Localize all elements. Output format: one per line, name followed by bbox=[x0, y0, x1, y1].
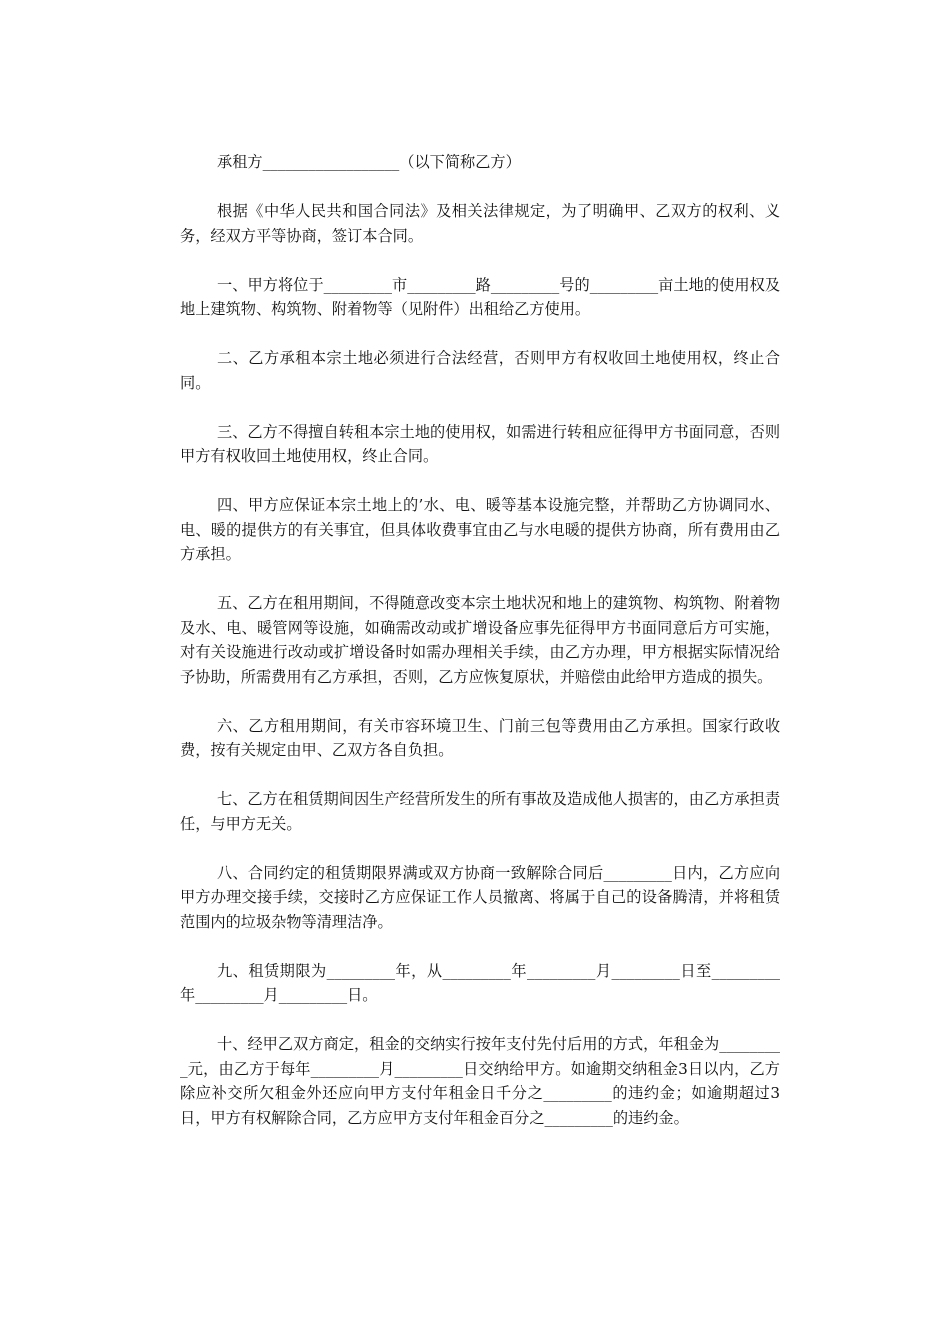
clause-4: 四、甲方应保证本宗土地上的’水、电、暖等基本设施完整，并帮助乙方协调同水、电、暖的提供方的有关事宜，但具体收费事宜由乙与水电暖的提供方协商，所有费用由乙方承担。 bbox=[180, 496, 780, 563]
preamble-paragraph: 根据《中华人民共和国合同法》及相关法律规定，为了明确甲、乙双方的权利、义务，经双方平等协商，签订本合同。 bbox=[180, 202, 780, 245]
clause-3: 三、乙方不得擅自转租本宗土地的使用权，如需进行转租应征得甲方书面同意，否则甲方有权收回土地使用权，终止合同。 bbox=[180, 422, 780, 465]
clause-8: 八、合同约定的租赁期限界满或双方协商一致解除合同后_________日内，乙方应向甲方办理交接手续，交接时乙方应保证工作人员撤离、将属于自己的设备腾清，并将租赁范围内的垃圾杂物等清理洁净。 bbox=[180, 863, 780, 931]
clause-2: 二、乙方承租本宗土地必须进行合法经营，否则甲方有权收回土地使用权，终止合同。 bbox=[180, 349, 780, 392]
lessee-line: 承租方__________________（以下简称乙方） bbox=[217, 153, 521, 171]
clause-5: 五、乙方在租用期间，不得随意改变本宗土地状况和地上的建筑物、构筑物、附着物及水、电、暖管网等设施，如确需改动或扩增设备应事先征得甲方书面同意后方可实施，对有关设施进行改动或扩增设备时如需办理相关手续，由乙方办理，甲方根据实际情况给予协助，所需费用有乙方承担，否则，乙方应恢复原状，并赔偿由此给甲方造成的损失。 bbox=[180, 594, 780, 686]
clause-7: 七、乙方在租赁期间因生产经营所发生的所有事故及造成他人损害的，由乙方承担责任，与甲方无关。 bbox=[180, 790, 780, 833]
clause-10: 十、经甲乙双方商定，租金的交纳实行按年支付先付后用的方式，年租金为_________元，由乙方于每年_________月_________日交纳给甲方。如逾期交纳租金3日以内，乙方除应补交所欠租金外还应向甲方支付年租金日千分之_________的违约金；如逾期超过3日，甲方有权解除合同，乙方应甲方支付年租金百分之_________的违约金。 bbox=[180, 1035, 780, 1127]
clause-9: 九、租赁期限为_________年，从_________年_________月_________日至_________年_________月_________日。 bbox=[180, 961, 780, 1004]
document-body bbox=[180, 150, 780, 1155]
clause-1: 一、甲方将位于_________市_________路_________号的_________亩土地的使用权及地上建筑物、构筑物、附着物等（见附件）出租给乙方使用。 bbox=[180, 275, 780, 318]
clause-6: 六、乙方租用期间，有关市容环境卫生、门前三包等费用由乙方承担。国家行政收费，按有关规定由甲、乙双方各自负担。 bbox=[180, 716, 780, 759]
